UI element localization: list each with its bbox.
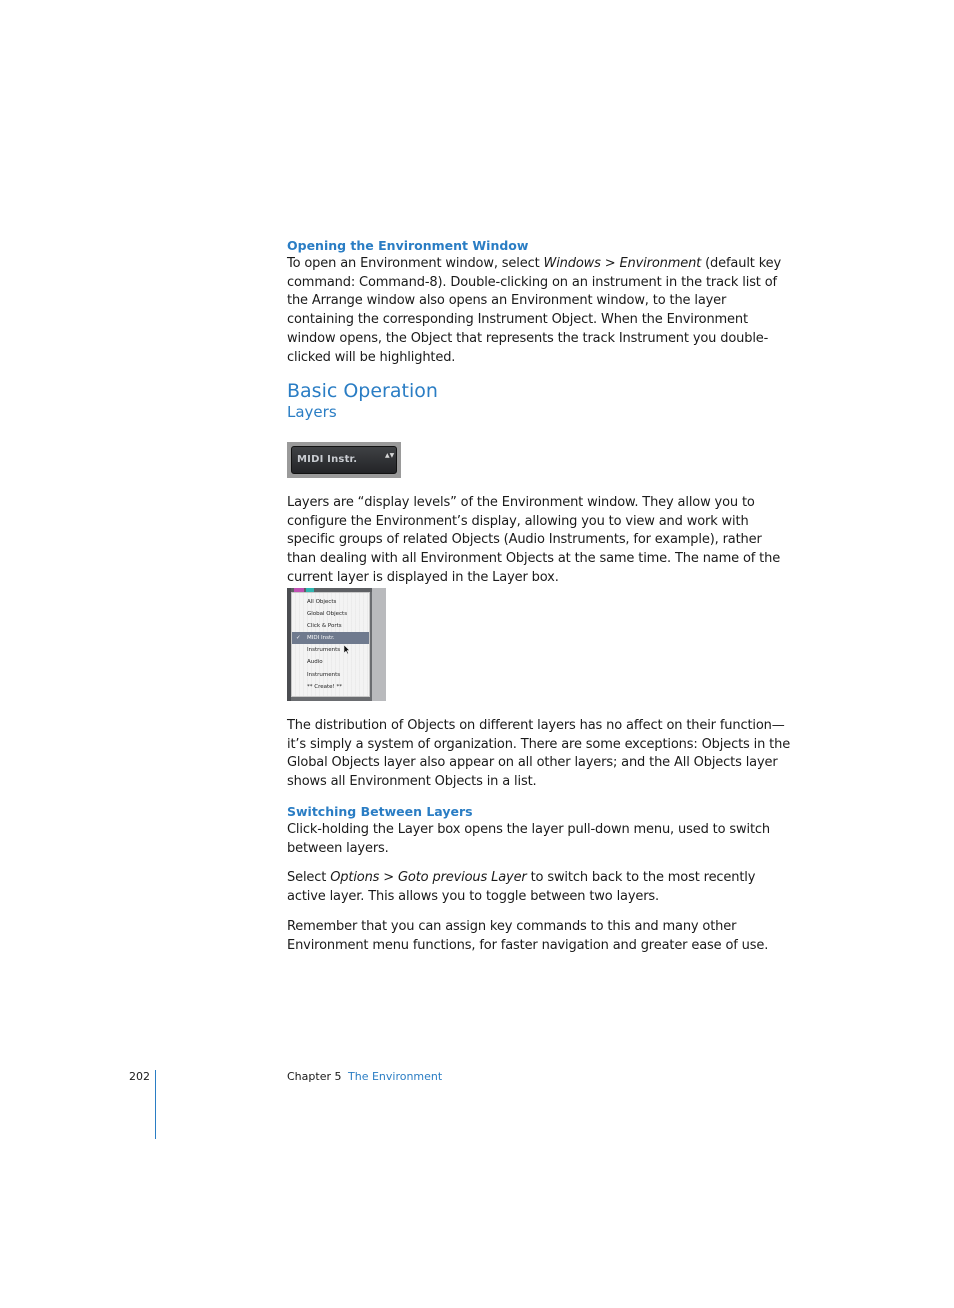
menu-item-midi-instr xyxy=(292,632,369,644)
menu-item-audio: Audio xyxy=(307,659,323,665)
section-opening xyxy=(287,237,792,367)
layer-pulldown-menu xyxy=(291,592,370,697)
menu-item-instruments: Instruments xyxy=(307,647,341,653)
section-distribution xyxy=(287,717,792,792)
menu-item-all-objects: All Objects xyxy=(307,599,337,605)
footer-chapter-title: The Environment xyxy=(348,1070,443,1083)
up-down-arrows-icon: ▲▼ xyxy=(385,452,395,459)
menu-path: Windows > Environment xyxy=(543,256,702,271)
section-switching xyxy=(287,803,792,955)
layer-box-figure xyxy=(287,442,401,478)
text-run: Select xyxy=(287,870,331,886)
layer-box xyxy=(291,446,397,474)
menu-path: Options > Goto previous Layer xyxy=(330,870,527,886)
background-panel xyxy=(372,588,386,701)
paragraph-switching-2 xyxy=(287,869,792,906)
heading-opening-environment: Opening the Environment Window xyxy=(287,238,529,253)
menu-item-global-objects: Global Objects xyxy=(307,611,348,617)
heading-basic-operation: Basic Operation xyxy=(287,380,438,402)
paragraph-switching-3: Remember that you can assign key commands to this and many other Environment menu functions, for faster navigation and greater ease of use. xyxy=(287,918,769,953)
paragraph-opening xyxy=(287,255,792,367)
layer-menu-figure xyxy=(287,588,386,701)
section-basic-operation xyxy=(287,380,792,422)
heading-switching-layers: Switching Between Layers xyxy=(287,804,473,819)
text-run: To open an Environment window, select xyxy=(287,256,544,271)
menu-item-create: ** Create! ** xyxy=(307,684,342,690)
footer-chapter: Chapter 5 xyxy=(287,1070,342,1083)
checkmark-icon: ✓ xyxy=(296,635,301,641)
menu-item-click-ports: Click & Ports xyxy=(307,623,342,629)
menu-item-label: MIDI Instr. xyxy=(307,635,335,641)
menu-item-instruments-2: Instruments xyxy=(307,672,341,678)
layer-box-label: MIDI Instr. xyxy=(297,454,358,465)
page-number: 202 xyxy=(129,1070,150,1083)
mouse-pointer-icon xyxy=(344,645,350,654)
text-run: (default key command: Command-8). Double-clicking on an instrument in the track list of the Arrange window also opens an Environment window, to the layer containing the corresponding Instrument Object. When the Environment window opens, the Object that represents the track Instrument you double-clicked will be highlighted. xyxy=(287,256,782,365)
text-run: to switch back to the most recently active layer. This allows you to toggle between two layers. xyxy=(287,870,756,905)
paragraph-distribution: The distribution of Objects on different layers has no affect on their function—it’s simply a system of organization. There are some exceptions: Objects in the Global Objects layer also appear on all other layers; and the All Objects layer shows all Environment Objects in a list. xyxy=(287,718,791,790)
paragraph-layers: Layers are “display levels” of the Environment window. They allow you to configure the Environment’s display, allowing you to view and work with specific groups of related Objects (Audio Instruments, for example), rather than dealing with all Environment Objects at the same time. The name of the current layer is displayed in the Layer box. xyxy=(287,495,781,585)
section-layers-text xyxy=(287,494,792,588)
footer-divider xyxy=(155,1070,156,1139)
heading-layers: Layers xyxy=(287,403,337,421)
paragraph-switching-1: Click-holding the Layer box opens the layer pull-down menu, used to switch between layers. xyxy=(287,822,770,856)
